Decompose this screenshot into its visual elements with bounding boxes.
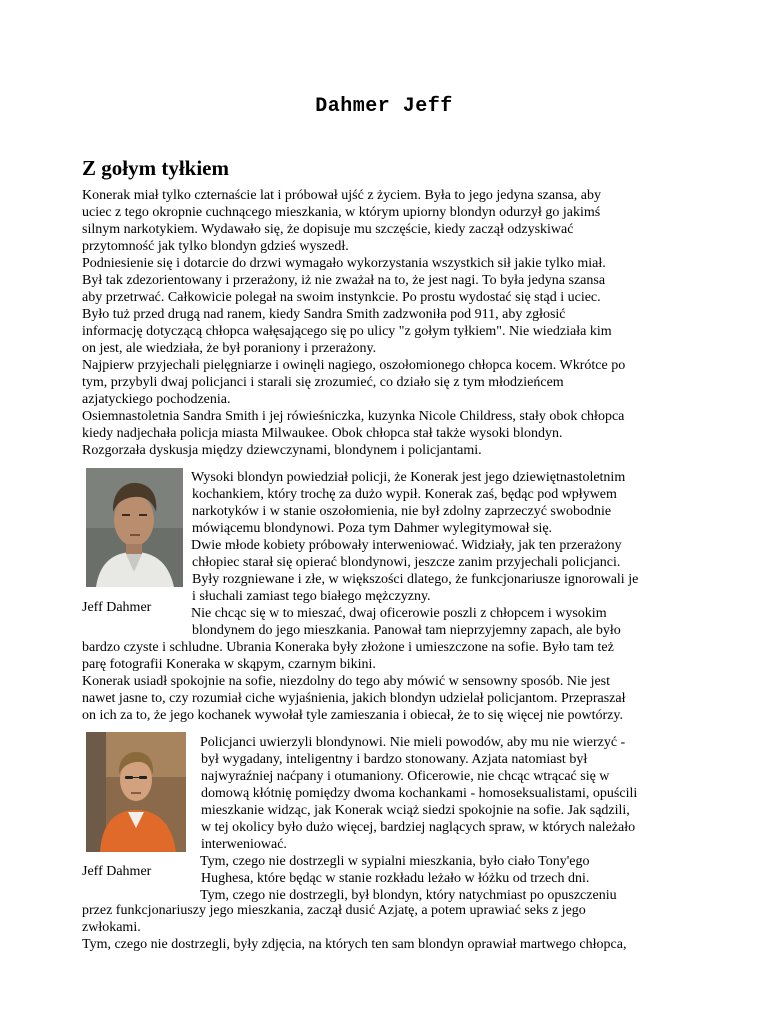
- text-line: Tym, czego nie dostrzegli, były zdjęcia, na których ten sam blondyn oprawiał martwego chłopca,: [82, 937, 627, 952]
- text-line: przytomność jak tylko blondyn gdzieś wyszedł.: [82, 239, 349, 254]
- section2-full: [82, 639, 687, 724]
- text-line: parę fotografii Koneraka w skąpym, czarnym bikini.: [82, 657, 376, 672]
- section2-indented: [191, 469, 638, 639]
- text-line: zwłokami.: [82, 920, 141, 935]
- text-line: przez funkcjonariuszy jego mieszkania, zaczął dusić Azjatę, a potem uprawiać seks z jego: [82, 903, 586, 918]
- text-line: domową kłótnię pomiędzy dwoma kochankami - homoseksualistami, opuścili: [201, 786, 638, 801]
- photo-caption-2: Jeff Dahmer: [82, 864, 152, 879]
- section3-indented: [200, 734, 637, 904]
- text-line: on ich za to, że jego kochanek wywołał tyle zamieszania i obiecał, że to się więcej nie powtórzy.: [82, 708, 623, 723]
- text-line: i słuchali zamiast tego białego mężczyzny.: [192, 589, 431, 604]
- photo-caption: Jeff Dahmer: [82, 600, 152, 615]
- text-line: informację dotyczącą chłopca wałęsającego się po ulicy "z gołym tyłkiem". Nie wiedziała kim: [82, 324, 612, 339]
- text-line: Hughesa, które będąc w stanie rozkładu leżało w łóżku od trzech dni.: [201, 871, 590, 886]
- text-line: Najpierw przyjechali pielęgniarze i owinęli nagiego, oszołomionego chłopca kocem. Wkrótce po: [82, 358, 626, 373]
- text-line: Dwie młode kobiety próbowały interweniować. Widziały, jak ten przerażony: [191, 538, 622, 553]
- text-line: Policjanci uwierzyli blondynowi. Nie mieli powodów, aby mu nie wierzyć -: [200, 735, 626, 750]
- text-line: Nie chcąc się w to mieszać, dwaj oficerowie poszli z chłopcem i wysokim: [191, 606, 607, 621]
- page-title: Dahmer Jeff: [315, 95, 453, 118]
- jeff-dahmer-court-photo: [86, 732, 186, 852]
- text-line: Rozgorzała dyskusja między dziewczynami, blondynem i policjantami.: [82, 443, 482, 458]
- text-line: Konerak miał tylko czternaście lat i próbował ujść z życiem. Była to jego jedyna szansa, aby: [82, 188, 601, 203]
- section-heading: Z gołym tyłkiem: [82, 156, 229, 180]
- text-line: aby przetrwać. Całkowicie polegał na swoim instynkcie. Po prostu wydostać się stąd i uciec.: [82, 290, 601, 305]
- jeff-dahmer-photo: [86, 468, 183, 587]
- text-line: Osiemnastoletnia Sandra Smith i jej rówieśniczka, kuzynka Nicole Childress, stały obok chłopca: [82, 409, 625, 424]
- text-line: w tej okolicy było dużo więcej, bardziej naglących spraw, w których należało: [201, 820, 636, 835]
- text-line: mieszkanie widząc, jak Konerak wciąż siedzi spokojnie na sofie. Jak sądzili,: [201, 803, 630, 818]
- text-line: nawet jasne to, czy rozumiał ciche wyjaśnienia, jakich blondyn udzielał policjantom. Przepraszał: [82, 691, 626, 706]
- text-line: Był tak zdezorientowany i przerażony, iż nie zważał na to, że jest nagi. To była jedyna szansa: [82, 273, 606, 288]
- text-line: on jest, ale wiedziała, że był poraniony i przerażony.: [82, 341, 377, 356]
- text-line: interweniować.: [201, 837, 287, 852]
- text-line: mówiącemu blondynowi. Poza tym Dahmer wylegitymował się.: [192, 521, 553, 536]
- text-line: Było tuż przed drugą nad ranem, kiedy Sandra Smith zadzwoniła pod 911, aby zgłosić: [82, 307, 566, 322]
- text-line: Podniesienie się i dotarcie do drzwi wymagało wykorzystania wszystkich sił jakie tylko miał.: [82, 256, 606, 271]
- text-line: azjatyckiego pochodzenia.: [82, 392, 231, 407]
- text-line: narkotyków i w stanie oszołomienia, nie był zdolny zaprzeczyć swobodnie: [192, 504, 612, 519]
- text-line: kochankiem, który trochę za dużo wypił. Konerak zaś, będąc pod wpływem: [192, 487, 617, 502]
- text-line: chłopiec starał się opierać blondynowi, jeszcze zanim przyjechali policjanci.: [192, 555, 621, 570]
- text-line: uciec z tego okropnie cuchnącego mieszkania, w którym upiorny blondyn odurzył go jakimś: [82, 205, 601, 220]
- text-line: Konerak usiadł spokojnie na sofie, niezdolny do tego aby mówić w sensowny sposób. Nie jest: [82, 674, 611, 689]
- text-line: Wysoki blondyn powiedział policji, że Konerak jest jego dziewiętnastoletnim: [191, 470, 626, 485]
- text-line: bardzo czyste i schludne. Ubrania Koneraka były złożone i umieszczone na sofie. Było tam też: [82, 640, 614, 655]
- text-line: Tym, czego nie dostrzegli, był blondyn, który natychmiast po opuszczeniu: [200, 888, 617, 903]
- text-line: blondynem do jego mieszkania. Panował tam nieprzyjemny zapach, ale było: [192, 623, 621, 638]
- text-line: był wygadany, inteligentny i bardzo stonowany. Azjata natomiast był: [201, 752, 588, 767]
- text-line: Były rozgniewane i złe, w większości dlatego, że funkcjonariusze ignorowali je: [192, 572, 639, 587]
- text-line: tym, przybyli dwaj policjanci i starali się zrozumieć, co działo się z tym młodzieńcem: [82, 375, 564, 390]
- text-line: kiedy nadjechała policja miasta Milwaukee. Obok chłopca stał także wysoki blondyn.: [82, 426, 563, 441]
- intro-paragraphs: [82, 187, 687, 459]
- text-line: silnym narkotykiem. Wydawało się, że dopisuje mu szczęście, kiedy zaczął odzyskiwać: [82, 222, 574, 237]
- text-line: Tym, czego nie dostrzegli w sypialni mieszkania, było ciało Tony'ego: [200, 854, 590, 869]
- text-line: najwyraźniej naćpany i otumaniony. Oficerowie, nie chcąc wtrącać się w: [201, 769, 610, 784]
- section3-full: [82, 902, 687, 953]
